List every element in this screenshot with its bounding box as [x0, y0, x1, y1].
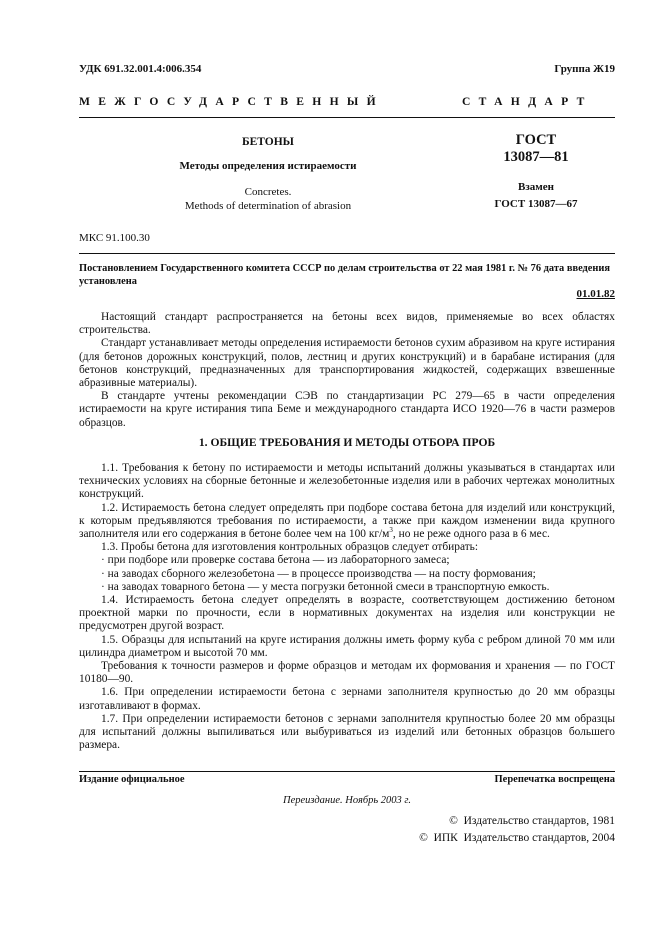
gost-number: 13087—81 — [503, 149, 569, 165]
clause-1-5: 1.5. Образцы для испытаний на круге истирания должны иметь форму куба с ребром длиной 70 мм или цилиндра диаметром и высотой 70 мм. — [79, 633, 615, 659]
sampling-list — [79, 554, 615, 594]
document-title: БЕТОНЫ — [242, 136, 294, 148]
intro-paragraph: Стандарт устанавливает методы определения истираемости бетонов сухим абразивом на круге истирания (для бетонов дорожных конструкций, полов, лестниц и других конструкций) и в барабане истирания (для бетонов конструкций, предназначенных для транспортирования жидкостей, содержащих взвешенные абразивные материалы). — [79, 337, 615, 390]
section1-body — [79, 462, 615, 752]
replaces-value: ГОСТ 13087—67 — [494, 198, 578, 210]
gost-label: ГОСТ — [515, 132, 557, 148]
english-title-line2: Methods of determination of abrasion — [184, 200, 352, 212]
standard-type-word1: МЕЖГОСУДАРСТВЕННЫЙ — [79, 95, 384, 108]
udk-code: УДК 691.32.001.4:006.354 — [79, 63, 202, 75]
decree-text: Постановлением Государственного комитета СССР по делам строительства от 22 мая 1981 г. № 76 дата введения установлена — [79, 263, 611, 287]
intro-section — [79, 311, 615, 430]
intro-paragraph: В стандарте учтены рекомендации СЭВ по стандартизации РС 279—65 в части определения истираемости на круге истирания типа Беме и международного стандарта ИСО 1920—76 в части размеров образцов. — [79, 390, 615, 429]
header-divider — [79, 117, 615, 118]
list-item: · при подборе или проверке состава бетона — из лабораторного замеса; — [101, 554, 450, 567]
title-divider — [79, 253, 615, 254]
intro-paragraph: Настоящий стандарт распространяется на бетоны всех видов, применяемые во всех областях строительства. — [79, 311, 615, 337]
list-item: · на заводах товарного бетона — у места погрузки бетонной смеси в транспортную емкость. — [101, 580, 550, 593]
reissue-note: Переиздание. Ноябрь 2003 г. — [282, 795, 411, 806]
clause-1-2 — [79, 502, 615, 542]
clause-1-2-text: 1.2. Истираемость бетона следует определять при подборе состава бетона для изделий или конструкций, к которым предъявляются требования по истираемости, а также при каждом изменении вида крупного заполнителя или его содержания в бетоне более чем на 100 кг/м — [79, 501, 615, 541]
clause-1-2-tail: , но не реже одного раза в 6 мес. — [392, 528, 550, 541]
clause-1-3: 1.3. Пробы бетона для изготовления контрольных образцов следует отбирать: — [101, 541, 479, 554]
effective-date: 01.01.82 — [576, 288, 615, 300]
document-subtitle: Методы определения истираемости — [179, 160, 357, 172]
clause-1-6: 1.6. При определении истираемости бетона с зернами заполнителя крупностью до 20 мм образцы изготавливают в формах. — [79, 686, 615, 712]
copyright-2004: © ИПК Издательство стандартов, 2004 — [419, 832, 615, 844]
footer-divider — [79, 771, 615, 772]
standard-type-word2: СТАНДАРТ — [462, 95, 593, 108]
cubic-superscript: 3 — [389, 526, 393, 535]
list-item: · на заводах сборного железобетона — в процессе производства — на посту формования; — [101, 567, 536, 580]
reprint-notice: Перепечатка воспрещена — [494, 774, 615, 785]
mks-code: МКС 91.100.30 — [79, 232, 150, 244]
clause-1-1: 1.1. Требования к бетону по истираемости и методы испытаний должны указываться в стандартах или технических условиях на сборные бетонные и железобетонные изделия или в рабочих чертежах монолитных конструкций. — [79, 462, 615, 501]
clause-1-7: 1.7. При определении истираемости бетонов с зернами заполнителя крупностью более 20 мм образцы для испытаний должны выпиливаться или выбуриваться из изделий или бетонных образцов большего размера. — [79, 712, 615, 752]
replaces-label: Взамен — [518, 181, 554, 193]
official-edition: Издание официальное — [79, 774, 185, 785]
english-title-line1: Concretes. — [244, 186, 292, 198]
section-heading: 1. ОБЩИЕ ТРЕБОВАНИЯ И МЕТОДЫ ОТБОРА ПРОБ — [198, 436, 496, 449]
copyright-1981: © Издательство стандартов, 1981 — [449, 815, 615, 827]
clause-1-4: 1.4. Истираемость бетона следует определять в возрасте, соответствующем достижению бетоном проектной марки по прочности, если в нормативных документах на изделия или конструкции не предусмотрен другой возраст. — [79, 594, 615, 633]
clause-1-5-note: Требования к точности размеров и форме образцов и методам их формования и хранения — по ГОСТ 10180—90. — [79, 660, 615, 686]
group-code: Группа Ж19 — [554, 63, 615, 75]
